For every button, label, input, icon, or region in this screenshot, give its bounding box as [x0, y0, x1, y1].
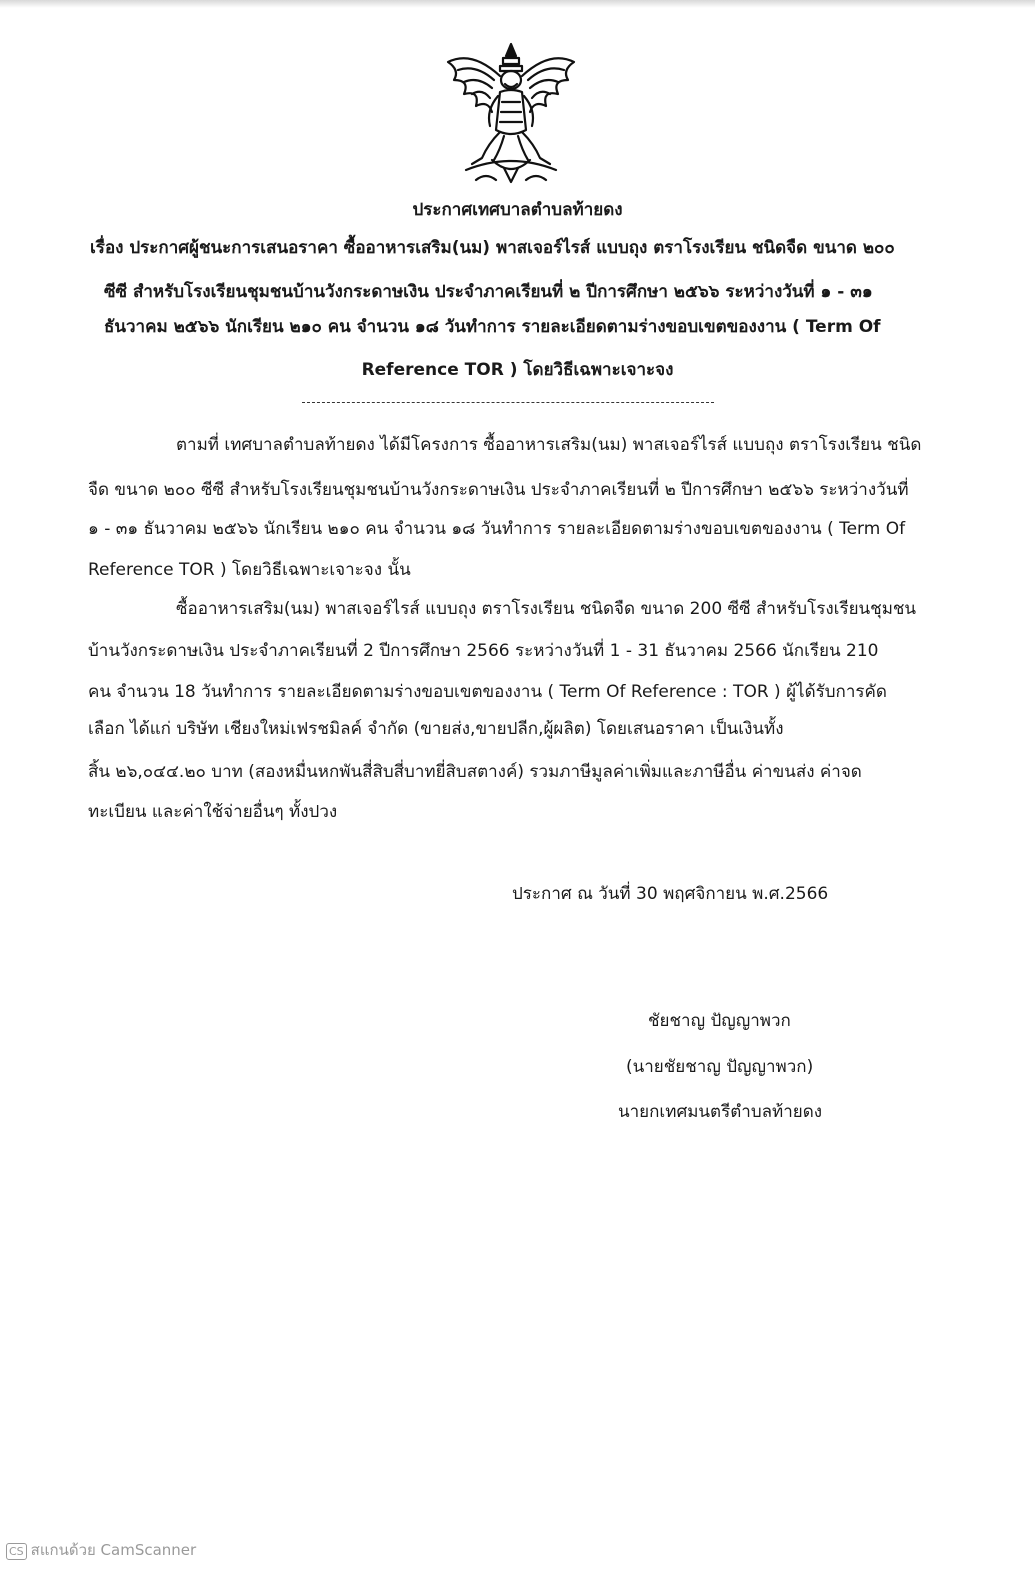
issuer-title: ประกาศเทศบาลตำบลท้ายดง	[412, 200, 623, 220]
announcement-date: ประกาศ ณ วันที่ 30 พฤศจิกายน พ.ศ.2566	[512, 884, 829, 904]
signatory-position: นายกเทศมนตรีตำบลท้ายดง	[618, 1102, 823, 1122]
paragraph2-line-4: เลือก ได้แก่ บริษัท เชียงใหม่เฟรชมิลค์ จำกัด (ขายส่ง,ขายปลีก,ผู้ผลิต) โดยเสนอราคา เป็นเงินทั้ง	[88, 719, 784, 739]
camscanner-text: สแกนด้วย CamScanner	[30, 1541, 197, 1559]
paragraph2-line-2: บ้านวังกระดาษเงิน ประจำภาคเรียนที่ 2 ปีการศึกษา 2566 ระหว่างวันที่ 1 - 31 ธันวาคม 2566 นักเรียน 210	[88, 641, 879, 661]
subject-line-2: ซีซี สำหรับโรงเรียนชุมชนบ้านวังกระดาษเงิน ประจำภาคเรียนที่ ๒ ปีการศึกษา ๒๕๖๖ ระหว่างวันที่ ๑ - ๓๑	[104, 282, 873, 302]
paragraph1-line-3: ๑ - ๓๑ ธันวาคม ๒๕๖๖ นักเรียน ๒๑๐ คน จำนวน ๑๘ วันทำการ รายละเอียดตามร่างขอบเขตของงาน ( Term Of	[88, 519, 906, 539]
signature-name: ชัยชาญ ปัญญาพวก	[648, 1011, 791, 1031]
paragraph2-line-3: คน จำนวน 18 วันทำการ รายละเอียดตามร่างขอบเขตของงาน ( Term Of Reference : TOR ) ผู้ได้รับการคัด	[88, 682, 887, 702]
separator-line	[302, 402, 714, 403]
camscanner-watermark	[6, 1538, 196, 1562]
paragraph1-line-2: จืด ขนาด ๒๐๐ ซีซี สำหรับโรงเรียนชุมชนบ้านวังกระดาษเงิน ประจำภาคเรียนที่ ๒ ปีการศึกษา ๒๕๖๖ ระหว่างวันที่	[88, 480, 909, 500]
signatory-full-name: (นายชัยชาญ ปัญญาพวก)	[626, 1057, 814, 1077]
subject-line-1: เรื่อง ประกาศผู้ชนะการเสนอราคา ซื้ออาหารเสริม(นม) พาสเจอร์ไรส์ แบบถุง ตราโรงเรียน ชนิดจืด ขนาด ๒๐๐	[90, 238, 895, 258]
subject-line-4: Reference TOR ) โดยวิธีเฉพาะเจาะจง	[361, 360, 674, 380]
subject-line-3: ธันวาคม ๒๕๖๖ นักเรียน ๒๑๐ คน จำนวน ๑๘ วันทำการ รายละเอียดตามร่างขอบเขตของงาน ( Term Of	[104, 317, 881, 337]
paragraph2-line-5: สิ้น ๒๖,๐๔๔.๒๐ บาท (สองหมื่นหกพันสี่สิบสี่บาทยี่สิบสตางค์) รวมภาษีมูลค่าเพิ่มและภาษีอื่น ค่าขนส่ง ค่าจด	[88, 762, 862, 782]
scan-edge	[0, 0, 1035, 8]
paragraph2-line-1: ซื้ออาหารเสริม(นม) พาสเจอร์ไรส์ แบบถุง ตราโรงเรียน ชนิดจืด ขนาด 200 ซีซี สำหรับโรงเรียนชุมชน	[176, 599, 917, 619]
paragraph1-line-4: Reference TOR ) โดยวิธีเฉพาะเจาะจง นั้น	[88, 560, 411, 580]
garuda-emblem-icon	[442, 40, 580, 190]
paragraph2-line-6: ทะเบียน และค่าใช้จ่ายอื่นๆ ทั้งปวง	[88, 802, 338, 822]
paragraph1-line-1: ตามที่ เทศบาลตำบลท้ายดง ได้มีโครงการ ซื้ออาหารเสริม(นม) พาสเจอร์ไรส์ แบบถุง ตราโรงเรียน ชนิด	[176, 435, 922, 455]
camscanner-logo-icon: CS	[6, 1543, 27, 1560]
